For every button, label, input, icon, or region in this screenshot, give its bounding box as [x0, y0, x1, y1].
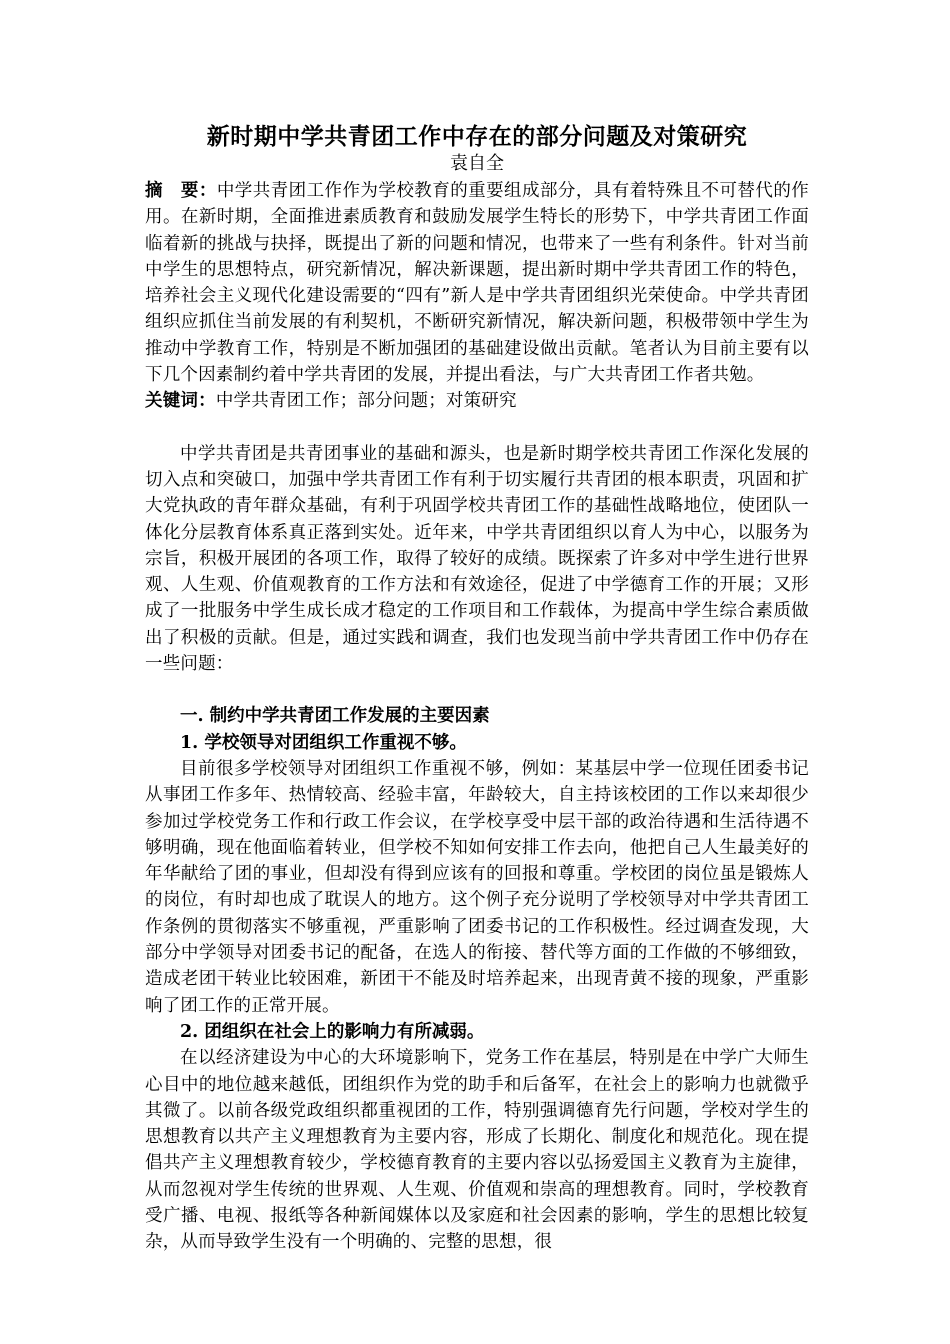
- abstract-label: 摘 要：: [145, 181, 217, 201]
- document-page: [145, 121, 809, 1256]
- spacer: [145, 415, 809, 441]
- abstract-paragraph: [145, 178, 809, 388]
- abstract-text: 中学共青团工作作为学校教育的重要组成部分，具有着特殊且不可替代的作用。在新时期，全面推进素质教育和鼓励发展学生特长的形势下，中学共青团工作面临着新的挑战与抉择，既提出了新的问题和情况，也带来了一些有利条件。针对当前中学生的思想特点，研究新情况，解决新课题，提出新时期中学共青团工作的特色，培养社会主义现代化建设需要的“四有”新人是中学共青团组织光荣使命。中学共青团组织应抓住当前发展的有利契机，不断研究新情况，解决新问题，积极带领中学生为推动中学教育工作，特别是不断加强团的基础建设做出贡献。笔者认为目前主要有以下几个因素制约着中学共青团的发展，并提出看法，与广大共青团工作者共勉。: [145, 181, 809, 386]
- keywords-text: 中学共青团工作；部分问题；对策研究: [215, 391, 517, 412]
- section-heading: 一. 制约中学共青团工作发展的主要因素: [180, 706, 490, 727]
- subsection-heading-2: 2. 团组织在社会上的影响力有所减弱。: [180, 1021, 485, 1042]
- subsection-paragraph-1: 目前很多学校领导对团组织工作重视不够，例如：某基层中学一位现任团委书记从事团工作多年、热情较高、经验丰富，年龄较大，自主持该校团的工作以来却很少参加过学校党务工作和行政工作会议，在学校享受中层干部的政治待遇和生活待遇不够明确，现在他面临着转业，但学校不知如何安排工作去向，他把自己人生最美好的年华献给了团的事业，但却没有得到应该有的回报和尊重。学校团的岗位虽是锻炼人的岗位，有时却也成了耽误人的地方。这个例子充分说明了学校领导对中学共青团工作条例的贯彻落实不够重视，严重影响了团委书记的工作积极性。经过调查发现，大部分中学领导对团委书记的配备，在选人的衔接、替代等方面的工作做的不够细致，造成老团干转业比较困难，新团干不能及时培养起来，出现青黄不接的现象，严重影响了团工作的正常开展。: [145, 758, 809, 1016]
- keywords-label: 关键词：: [145, 391, 216, 412]
- subsection-heading-1: 1. 学校领导对团组织工作重视不够。: [180, 732, 467, 753]
- keywords-paragraph: [145, 388, 809, 414]
- spacer: [145, 677, 809, 703]
- subsection-paragraph-2: 在以经济建设为中心的大环境影响下，党务工作在基层，特别是在中学广大师生心目中的地位越来越低，团组织作为党的助手和后备军，在社会上的影响力也就微乎其微了。以前各级党政组织都重视团的工作，特别强调德育先行问题，学校对学生的思想教育以共产主义理想教育为主要内容，形成了长期化、制度化和规范化。现在提倡共产主义理想教育较少，学校德育教育的主要内容以弘扬爱国主义教育为主旋律，从而忽视对学生传统的世界观、人生观、价值观和崇高的理想教育。同时，学校教育受广播、电视、报纸等各种新闻媒体以及家庭和社会因素的影响，学生的思想比较复杂，从而导致学生没有一个明确的、完整的思想，很: [145, 1048, 809, 1253]
- author-name: 袁自全: [450, 153, 504, 174]
- intro-paragraph: 中学共青团是共青团事业的基础和源头，也是新时期学校共青团工作深化发展的切入点和突破口，加强中学共青团工作有利于切实履行共青团的根本职责，巩固和扩大党执政的青年群众基础，有利于巩固学校共青团工作的基础性战略地位，使团队一体化分层教育体系真正落到实处。近年来，中学共青团组织以育人为中心，以服务为宗旨，积极开展团的各项工作，取得了较好的成绩。既探索了许多对中学生进行世界观、人生观、价值观教育的工作方法和有效途径，促进了中学德育工作的开展；又形成了一批服务中学生成长成才稳定的工作项目和工作载体，为提高中学生综合素质做出了积极的贡献。但是，通过实践和调查，我们也发现当前中学共青团工作中仍存在一些问题：: [145, 443, 809, 675]
- paper-title: 新时期中学共青团工作中存在的部分问题及对策研究: [206, 123, 748, 150]
